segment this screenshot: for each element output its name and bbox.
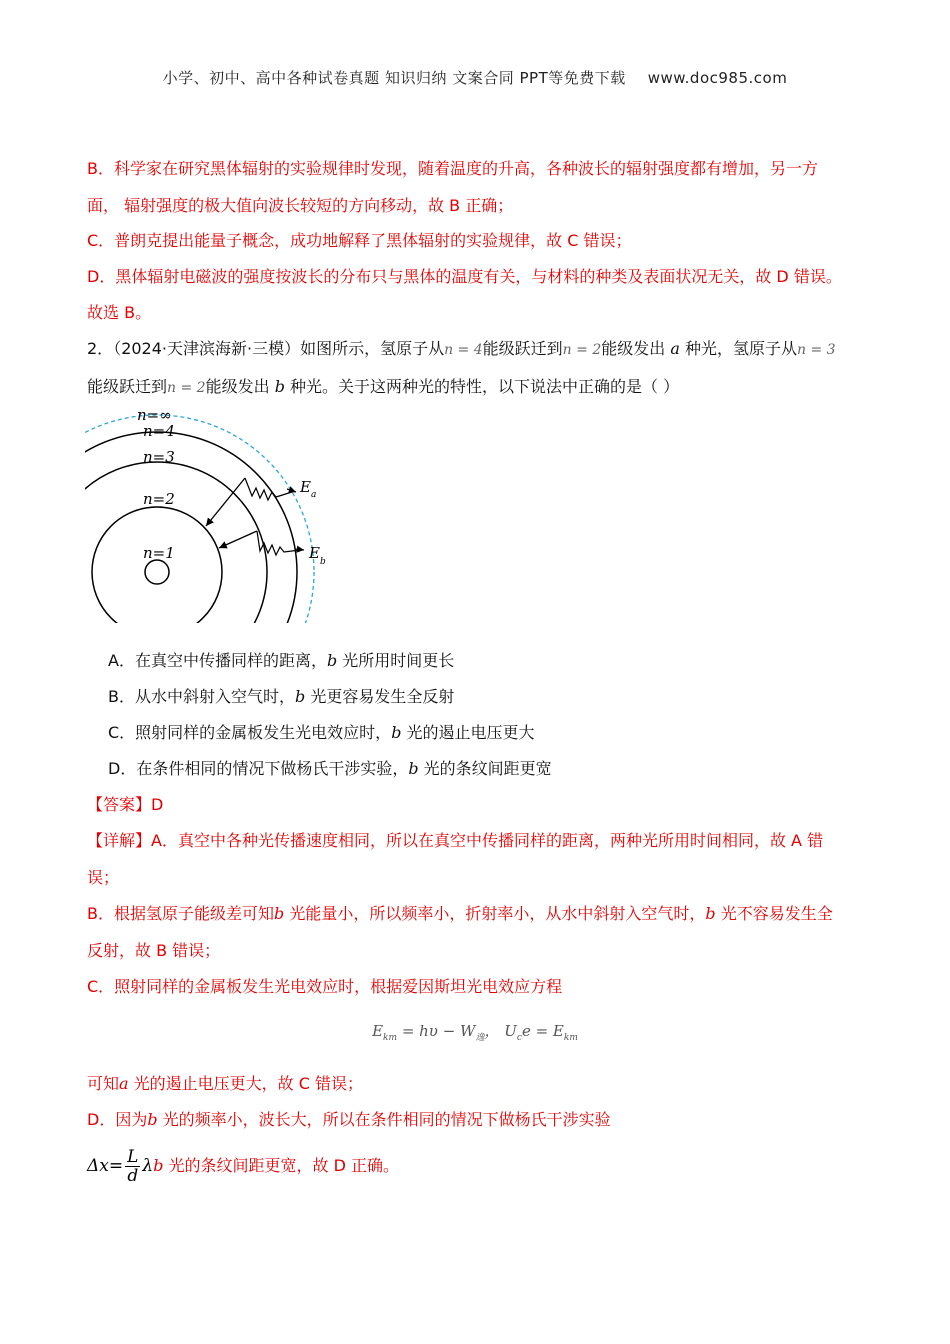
photoelectric-formula xyxy=(0,1020,950,1043)
option-a-var: b xyxy=(326,651,338,670)
detail-d1-pre: D．因为 xyxy=(87,1110,148,1129)
level-n2: n = 2 xyxy=(562,342,602,358)
detail-b1-var: b xyxy=(273,904,285,923)
label-ninf: n=∞ xyxy=(137,406,172,424)
question-text-4: 能级跃迁到 xyxy=(87,377,168,396)
level-n3: n = 3 xyxy=(797,342,836,358)
prev-option-c: C．普朗克提出能量子概念，成功地解释了黑体辐射的实验规律，故 C 错误； xyxy=(87,231,632,250)
light-a: a xyxy=(670,339,680,358)
option-d-post: 光的条纹间距更宽 xyxy=(423,759,552,778)
detail-a-line2: 误； xyxy=(87,868,120,887)
header-site: www.doc985.com xyxy=(647,69,788,87)
delta-fraction xyxy=(125,1148,140,1185)
detail-c2-var: a xyxy=(119,1074,129,1093)
formula-eq1: = hυ − W xyxy=(397,1022,476,1040)
option-d-var: b xyxy=(408,759,419,778)
question-text-1: 能级跃迁到 xyxy=(482,339,563,358)
option-a-post: 光所用时间更长 xyxy=(342,651,455,670)
detail-d-line1 xyxy=(87,1109,877,1131)
option-d-pre: D．在条件相同的情况下做杨氏干涉实验， xyxy=(108,759,409,778)
question-source: （2024·天津滨海新·三模）如图所示，氢原子从 xyxy=(113,339,445,358)
detail-b1-pre: B．根据氢原子能级差可知 xyxy=(87,904,274,923)
detail-b-line1 xyxy=(87,903,877,925)
header-text: 小学、初中、高中各种试卷真题 知识归纳 文案合同 PPT等免费下载 xyxy=(162,69,626,87)
prev-option-b-line1: B．科学家在研究黑体辐射的实验规律时发现，随着温度的升高，各种波长的辐射强度都有增加，另一方 xyxy=(87,159,818,178)
label-ea: E xyxy=(300,478,311,496)
formula-ek: E xyxy=(372,1022,384,1040)
answer: 【答案】D xyxy=(87,795,164,814)
detail-b1-mid: 光能量小，所以频率小，折射率小，从水中斜射入空气时， xyxy=(289,904,706,923)
page-header xyxy=(0,67,950,88)
option-a xyxy=(108,650,898,672)
question-text-3: 种光，氢原子从 xyxy=(684,339,797,358)
option-c-post: 光的遏止电压更大 xyxy=(406,723,535,742)
detail-d1-post: 光的频率小，波长大，所以在条件相同的情况下做杨氏干涉实验 xyxy=(162,1110,611,1129)
detail-label: 【详解】 xyxy=(87,831,152,850)
option-c-var: b xyxy=(391,723,402,742)
formula-sep: ， xyxy=(484,1022,505,1040)
delta-den: d xyxy=(127,1166,139,1186)
orbit-n2 xyxy=(92,507,222,625)
option-b-pre: B．从水中斜射入空气时， xyxy=(108,687,295,706)
question-text-5: 能级发出 xyxy=(205,377,270,396)
prev-option-b-line2: 面， 辐射强度的极大值向波长较短的方向移动，故 B 正确； xyxy=(87,196,514,215)
question-line1 xyxy=(87,338,877,361)
detail-d2-post: 光的条纹间距更宽，故 D 正确。 xyxy=(168,1156,400,1175)
transition-3-to-2 xyxy=(219,531,257,548)
prev-option-d: D．黑体辐射电磁波的强度按波长的分布只与黑体的温度有关，与材料的种类及表面状况无关，故 D 错误。 xyxy=(87,267,842,286)
formula-eq2: e = E xyxy=(521,1022,564,1040)
question-text-6: 种光。关于这两种光的特性，以下说法中正确的是（ ） xyxy=(290,377,680,396)
detail-c2-pre: 可知 xyxy=(87,1074,120,1093)
energy-level-diagram xyxy=(80,400,350,625)
detail-d2-var: b xyxy=(153,1156,164,1175)
delta-lambda: λ xyxy=(142,1156,154,1176)
formula-uc: U xyxy=(504,1022,517,1040)
label-eb: E xyxy=(309,544,320,562)
question-text-2: 能级发出 xyxy=(601,339,666,358)
detail-c2-post: 光的遏止电压更大，故 C 错误； xyxy=(133,1074,364,1093)
level-n2b: n = 2 xyxy=(167,380,206,396)
level-n4: n = 4 xyxy=(444,342,483,358)
label-n3: n=3 xyxy=(143,448,175,466)
option-d xyxy=(108,758,898,780)
detail-b1-post: 光不容易发生全 xyxy=(720,904,833,923)
label-eb-sub: b xyxy=(320,557,326,567)
label-n1: n=1 xyxy=(143,544,175,562)
formula-w-sub: 逸 xyxy=(475,1033,485,1043)
option-a-pre: A．在真空中传播同样的距离， xyxy=(108,651,327,670)
photon-b-arrow xyxy=(295,549,304,550)
orbit-n1 xyxy=(145,560,169,584)
detail-b1-var2: b xyxy=(705,904,716,923)
detail-a-line1 xyxy=(87,830,877,852)
question-line2 xyxy=(87,376,877,399)
detail-c-line2 xyxy=(87,1073,877,1095)
delta-num: L xyxy=(127,1147,139,1167)
label-n4: n=4 xyxy=(143,422,175,440)
option-c-pre: C．照射同样的金属板发生光电效应时， xyxy=(108,723,392,742)
label-ea-sub: a xyxy=(311,490,317,500)
detail-d1-var: b xyxy=(147,1110,158,1129)
detail-d-line2 xyxy=(87,1146,877,1186)
light-b: b xyxy=(274,377,285,396)
prev-choose: 故选 B。 xyxy=(87,303,152,322)
detail-c-line1: C．照射同样的金属板发生光电效应时，根据爱因斯坦光电效应方程 xyxy=(87,977,563,996)
option-b-var: b xyxy=(294,687,306,706)
detail-a1: A．真空中各种光传播速度相同，所以在真空中传播同样的距离，两种光所用时间相同，故 A 错 xyxy=(151,831,824,850)
label-n2: n=2 xyxy=(143,490,175,508)
formula-ek-sub: km xyxy=(383,1033,398,1043)
detail-b-line2: 反射，故 B 错误； xyxy=(87,941,221,960)
delta-lhs: Δx= xyxy=(87,1156,124,1176)
option-b-post: 光更容易发生全反射 xyxy=(310,687,455,706)
formula-ek2-sub: km xyxy=(563,1033,578,1043)
option-c xyxy=(108,722,898,744)
formula-uc-sub: c xyxy=(516,1033,522,1043)
option-b xyxy=(108,686,898,708)
question-number: 2． xyxy=(87,339,114,358)
